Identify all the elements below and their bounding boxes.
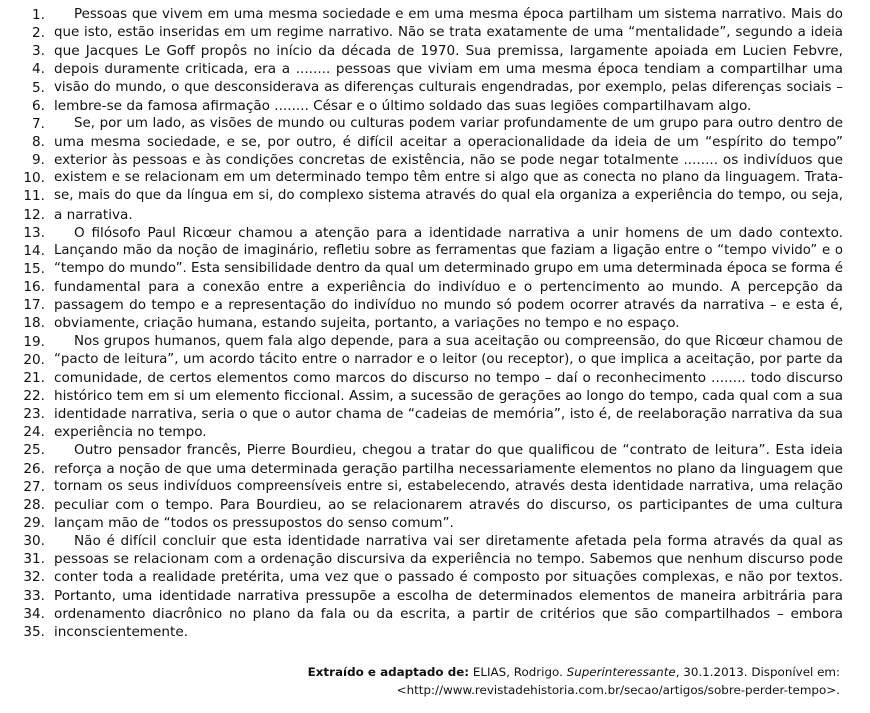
numbered-text-block	[0, 6, 870, 641]
text-line	[0, 441, 870, 459]
line-text: lembre-se da famosa afirmação ........ César e o último soldado das suas legiões compartilhavam algo.	[54, 97, 752, 114]
line-number: 16.	[23, 279, 45, 296]
text-line	[0, 314, 870, 332]
text-line	[0, 97, 870, 115]
text-line	[0, 605, 870, 623]
line-text: reforça a noção de que uma determinada geração partilha necessariamente elementos no plano da linguagem que	[54, 460, 843, 477]
line-text: conter toda a realidade pretérita, uma vez que o passado é composto por situações complexas, e não por textos.	[54, 569, 843, 586]
line-number: 33.	[23, 587, 45, 604]
line-number: 1.	[32, 7, 45, 23]
line-number: 14.	[23, 242, 45, 259]
line-text: “pacto de leitura”, um acordo tácito entre o narrador e o leitor (ou receptor), o que implica a aceitação, por parte da	[54, 351, 843, 367]
text-line	[0, 79, 870, 97]
line-text: Portanto, uma identidade narrativa pressupõe a escolha de determinados elementos de maneira arbitrária para	[54, 587, 843, 604]
text-line	[0, 369, 870, 387]
text-line	[0, 587, 870, 605]
line-number: 32.	[23, 569, 45, 586]
text-line	[0, 296, 870, 314]
line-text: a narrativa.	[54, 206, 133, 223]
line-text: depois duramente criticada, era a ........ pessoas que viviam em uma mesma época tendiam a compartilhar uma	[54, 61, 843, 78]
line-number: 12.	[23, 206, 45, 223]
line-number: 17.	[23, 297, 45, 314]
line-number: 28.	[23, 496, 45, 513]
line-text: obviamente, criação humana, estando sujeita, portanto, a variações no tempo e no espaço.	[54, 315, 680, 332]
line-text: ordenamento diacrônico no plano da fala ou da escrita, a partir de critérios que são compartilhados – embora	[54, 605, 843, 622]
line-number: 26.	[23, 460, 45, 477]
line-number: 8.	[32, 133, 45, 150]
text-line	[0, 260, 870, 278]
text-line	[0, 387, 870, 405]
text-line	[0, 60, 870, 78]
line-number: 24.	[23, 424, 45, 441]
line-text: lançam mão de “todos os pressupostos do senso comum”.	[54, 514, 454, 531]
line-text: existem e se relacionam em um determinado tempo têm entre si algo que as conecta no plano da linguagem. Trata-	[54, 170, 843, 186]
line-text: pessoas se relacionam com a ordenação discursiva da experiência no tempo. Sabemos que nenhum discurso pode	[54, 551, 843, 568]
citation-url: <http://www.revistadehistoria.com.br/secao/artigos/sobre-perder-tempo>.	[396, 682, 840, 697]
line-text: Se, por um lado, as visões de mundo ou culturas podem variar profundamente de um grupo para outro dentro de	[74, 115, 843, 131]
text-line	[0, 242, 870, 260]
text-line	[0, 460, 870, 478]
line-text: visão do mundo, o que desconsiderava as diferenças culturais engendradas, por exemplo, pelas diferenças sociais –	[54, 79, 843, 95]
line-number: 6.	[32, 97, 45, 114]
line-number: 10.	[23, 170, 45, 187]
line-number: 20.	[23, 351, 45, 368]
line-number: 35.	[23, 623, 45, 640]
line-text: histórico tem em si um elemento ficcional. Assim, a sucessão de gerações ao longo do tempo, cada qual com a sua	[54, 387, 843, 404]
text-line	[0, 6, 870, 24]
line-text: Pessoas que vivem em uma mesma sociedade e em uma mesma época partilham um sistema narrativo. Mais do	[74, 7, 843, 22]
text-line	[0, 206, 870, 224]
text-line	[0, 187, 870, 205]
line-number: 4.	[32, 61, 45, 78]
text-line	[0, 423, 870, 441]
text-line	[0, 496, 870, 514]
line-number: 31.	[23, 551, 45, 568]
line-text: experiência no tempo.	[54, 424, 207, 441]
line-text: comunidade, de certos elementos como marcos do discurso no tempo – daí o reconhecimento ........ todo discurso	[54, 369, 843, 386]
text-line	[0, 115, 870, 133]
text-line	[0, 568, 870, 586]
line-number: 7.	[32, 115, 45, 132]
source-citation	[308, 664, 840, 699]
line-number: 3.	[32, 43, 45, 60]
text-line	[0, 24, 870, 42]
line-text: identidade narrativa, seria o que o autor chama de “cadeias de memória”, isto é, de reelaboração narrativa da sua	[54, 406, 843, 423]
text-line	[0, 550, 870, 568]
line-number: 13.	[23, 224, 45, 241]
line-number: 23.	[23, 406, 45, 423]
text-line	[0, 532, 870, 550]
line-text: uma mesma sociedade, e se, por outro, é difícil aceitar a operacionalidade da ideia de um “espírito do tempo”	[54, 133, 843, 150]
text-line	[0, 333, 870, 351]
line-text: que isto, estão inseridas em um regime narrativo. Não se trata exatamente de uma “mentalidade”, segundo a ideia	[54, 25, 843, 41]
text-line	[0, 405, 870, 423]
text-line	[0, 151, 870, 169]
line-number: 30.	[23, 533, 45, 550]
line-number: 29.	[23, 514, 45, 531]
line-number: 34.	[23, 605, 45, 622]
line-number: 19.	[23, 333, 45, 350]
line-number: 21.	[23, 369, 45, 386]
line-number: 11.	[23, 188, 45, 205]
text-line	[0, 278, 870, 296]
line-text: exterior às pessoas e às condições concretas de existência, não se pode negar totalmente ........ os indivíduos que	[54, 152, 843, 169]
citation-author: ELIAS, Rodrigo.	[469, 665, 567, 679]
citation-date: , 30.1.2013. Disponível em:	[675, 665, 840, 679]
line-text: Nos grupos humanos, quem fala algo depende, para a sua aceitação ou compreensão, do que Ricœur chamou de	[74, 333, 843, 349]
line-text: inconscientemente.	[54, 623, 189, 640]
line-number: 18.	[23, 315, 45, 332]
text-line	[0, 169, 870, 187]
line-number: 27.	[23, 478, 45, 495]
line-number: 22.	[23, 387, 45, 404]
line-number: 25.	[23, 442, 45, 459]
line-text: O filósofo Paul Ricœur chamou a atenção para a identidade narrativa a unir homens de um dado contexto.	[74, 224, 843, 241]
line-text: Não é difícil concluir que esta identidade narrativa vai ser diretamente afetada pela forma através da qual as	[74, 533, 843, 550]
line-text: peculiar com o tempo. Para Bourdieu, ao se relacionarem através do discurso, os participantes de uma cultura	[54, 496, 843, 513]
text-line	[0, 514, 870, 532]
line-text: que Jacques Le Goff propôs no início da década de 1970. Sua premissa, largamente apoiada em Lucien Febvre,	[54, 43, 843, 60]
line-number: 2.	[32, 25, 45, 42]
line-number: 9.	[32, 152, 45, 169]
text-line	[0, 623, 870, 641]
line-text: Outro pensador francês, Pierre Bourdieu, chegou a tratar do que qualificou de “contrato de leitura”. Esta ideia	[74, 442, 843, 459]
line-text: tornam os seus indivíduos compreensíveis entre si, estabelecendo, através desta identidade narrativa, uma relação	[54, 478, 843, 494]
line-text: fundamental para a conexão entre a experiência do indivíduo e o pertencimento ao mundo. A percepção da	[54, 279, 843, 296]
line-text: “tempo do mundo”. Esta sensibilidade dentro da qual um determinado grupo em uma determinada época se forma é	[54, 260, 843, 276]
text-line	[0, 133, 870, 151]
line-text: se, mais do que da língua em si, do complexo sistema através do qual ela organiza a experiência do tempo, ou seja,	[54, 188, 843, 204]
line-number: 5.	[32, 79, 45, 96]
line-number: 15.	[23, 260, 45, 277]
text-line	[0, 351, 870, 369]
line-text: Lançando mão da noção de imaginário, refletiu sobre as ferramentas que faziam a ligação entre o “tempo vivido” e o	[54, 242, 843, 258]
text-line	[0, 224, 870, 242]
citation-magazine: Superinteressante	[566, 665, 676, 679]
line-text: passagem do tempo e a representação do indivíduo no mundo só podem ocorrer através da narrativa – e esta é,	[54, 297, 843, 314]
citation-label: Extraído e adaptado de:	[307, 665, 470, 679]
citation-line-1	[308, 664, 840, 682]
text-line	[0, 478, 870, 496]
text-line	[0, 42, 870, 60]
